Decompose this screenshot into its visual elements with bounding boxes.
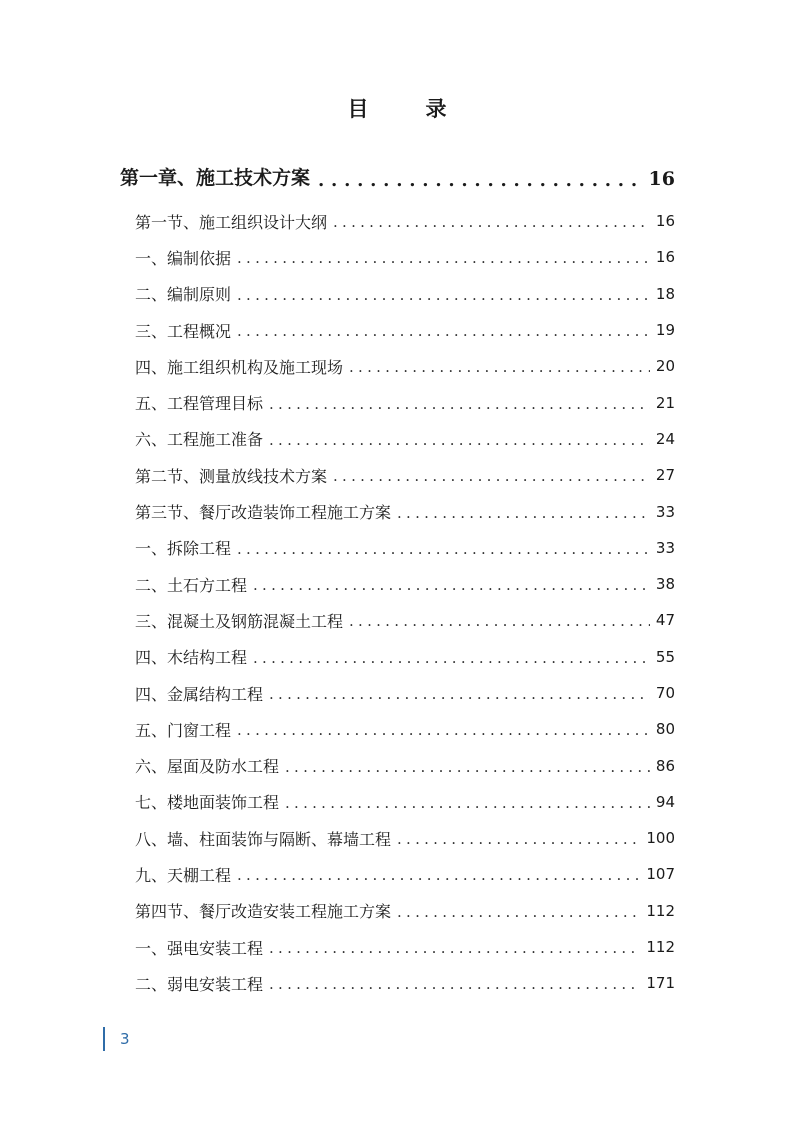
toc-entry-page: 18	[655, 284, 675, 303]
toc-entry-label: 七、楼地面装饰工程	[135, 793, 280, 813]
toc-dot-leader	[269, 395, 650, 413]
toc-entry-label: 四、金属结构工程	[135, 684, 264, 704]
toc-entry-label: 第一节、施工组织设计大纲	[135, 212, 328, 232]
toc-entry[interactable]	[135, 965, 675, 1001]
toc-entry[interactable]	[135, 929, 675, 965]
toc-entry-page: 100	[646, 829, 675, 848]
toc-list	[135, 203, 675, 1002]
toc-dot-leader	[269, 431, 650, 449]
toc-dot-leader	[269, 685, 650, 703]
toc-entry[interactable]	[135, 239, 675, 275]
toc-entry[interactable]	[135, 675, 675, 711]
toc-entry-label: 二、土石方工程	[135, 575, 248, 595]
toc-entry-label: 二、弱电安装工程	[135, 974, 264, 994]
toc-dot-leader	[237, 540, 650, 558]
toc-chapter-entry[interactable]	[120, 158, 675, 190]
toc-entry[interactable]	[135, 893, 675, 929]
toc-entry-page: 16	[655, 248, 675, 267]
toc-dot-leader	[397, 903, 640, 921]
toc-entry[interactable]	[135, 348, 675, 384]
toc-entry-page: 38	[655, 575, 675, 594]
toc-entry-label: 四、施工组织机构及施工现场	[135, 357, 344, 377]
toc-entry[interactable]	[135, 566, 675, 602]
toc-entry[interactable]	[135, 820, 675, 856]
toc-entry-label: 六、工程施工准备	[135, 430, 264, 450]
footer-accent-bar	[103, 1027, 105, 1051]
toc-entry-page: 171	[646, 974, 675, 993]
toc-entry-page: 80	[655, 720, 675, 739]
toc-entry-page: 20	[655, 357, 675, 376]
toc-entry-page: 94	[655, 792, 675, 811]
toc-entry-label: 九、天棚工程	[135, 865, 232, 885]
toc-entry-page: 24	[655, 429, 675, 448]
toc-entry[interactable]	[135, 493, 675, 529]
toc-dot-leader	[318, 170, 641, 191]
toc-dot-leader	[237, 866, 640, 884]
toc-entry-label: 一、强电安装工程	[135, 938, 264, 958]
toc-entry-page: 112	[646, 938, 675, 957]
toc-dot-leader	[253, 649, 650, 667]
toc-entry-label: 第三节、餐厅改造装饰工程施工方案	[135, 503, 392, 523]
toc-entry-label: 六、屋面及防水工程	[135, 757, 280, 777]
toc-dot-leader	[349, 612, 650, 630]
toc-entry-label: 三、工程概况	[135, 321, 232, 341]
toc-dot-leader	[397, 830, 640, 848]
toc-entry-page: 47	[655, 611, 675, 630]
toc-entry[interactable]	[135, 856, 675, 892]
toc-entry-label: 八、墙、柱面装饰与隔断、幕墙工程	[135, 829, 392, 849]
page-number: 3	[120, 1030, 130, 1048]
toc-entry[interactable]	[135, 784, 675, 820]
toc-dot-leader	[269, 939, 640, 957]
toc-dot-leader	[333, 467, 650, 485]
page-footer	[103, 1027, 130, 1051]
toc-entry-label: 五、门窗工程	[135, 720, 232, 740]
toc-entry-page: 55	[655, 647, 675, 666]
toc-dot-leader	[333, 213, 650, 231]
toc-entry-label: 一、编制依据	[135, 248, 232, 268]
toc-entry[interactable]	[135, 421, 675, 457]
toc-entry-page: 86	[655, 756, 675, 775]
toc-dot-leader	[237, 322, 650, 340]
toc-dot-leader	[285, 758, 650, 776]
toc-entry-page: 21	[655, 393, 675, 412]
toc-entry-label: 二、编制原则	[135, 285, 232, 305]
toc-entry[interactable]	[135, 457, 675, 493]
toc-entry-page: 16	[655, 212, 675, 231]
toc-entry-label: 五、工程管理目标	[135, 394, 264, 414]
toc-dot-leader	[285, 794, 650, 812]
toc-entry[interactable]	[135, 276, 675, 312]
toc-entry-page: 33	[655, 538, 675, 557]
toc-entry[interactable]	[135, 530, 675, 566]
toc-dot-leader	[237, 286, 650, 304]
toc-entry[interactable]	[135, 639, 675, 675]
toc-dot-leader	[269, 975, 640, 993]
toc-entry[interactable]	[135, 711, 675, 747]
toc-entry[interactable]	[135, 312, 675, 348]
toc-entry-page: 107	[646, 865, 675, 884]
toc-dot-leader	[397, 504, 650, 522]
toc-entry-label: 三、混凝土及钢筋混凝土工程	[135, 611, 344, 631]
toc-dot-leader	[253, 576, 650, 594]
toc-entry-page: 33	[655, 502, 675, 521]
toc-dot-leader	[237, 249, 650, 267]
toc-entry[interactable]	[135, 384, 675, 420]
toc-entry-page: 27	[655, 466, 675, 485]
toc-entry[interactable]	[135, 602, 675, 638]
toc-dot-leader	[349, 358, 650, 376]
toc-dot-leader	[237, 721, 650, 739]
toc-chapter-page: 16	[648, 168, 675, 190]
toc-entry[interactable]	[135, 203, 675, 239]
toc-entry[interactable]	[135, 747, 675, 783]
toc-entry-label: 一、拆除工程	[135, 539, 232, 559]
toc-chapter-label: 第一章、施工技术方案	[120, 167, 311, 189]
toc-entry-page: 19	[655, 321, 675, 340]
toc-entry-label: 四、木结构工程	[135, 648, 248, 668]
toc-entry-page: 112	[646, 901, 675, 920]
toc-entry-label: 第二节、测量放线技术方案	[135, 466, 328, 486]
toc-entry-label: 第四节、餐厅改造安装工程施工方案	[135, 902, 392, 922]
toc-title: 目 录	[347, 96, 465, 121]
toc-entry-page: 70	[655, 684, 675, 702]
